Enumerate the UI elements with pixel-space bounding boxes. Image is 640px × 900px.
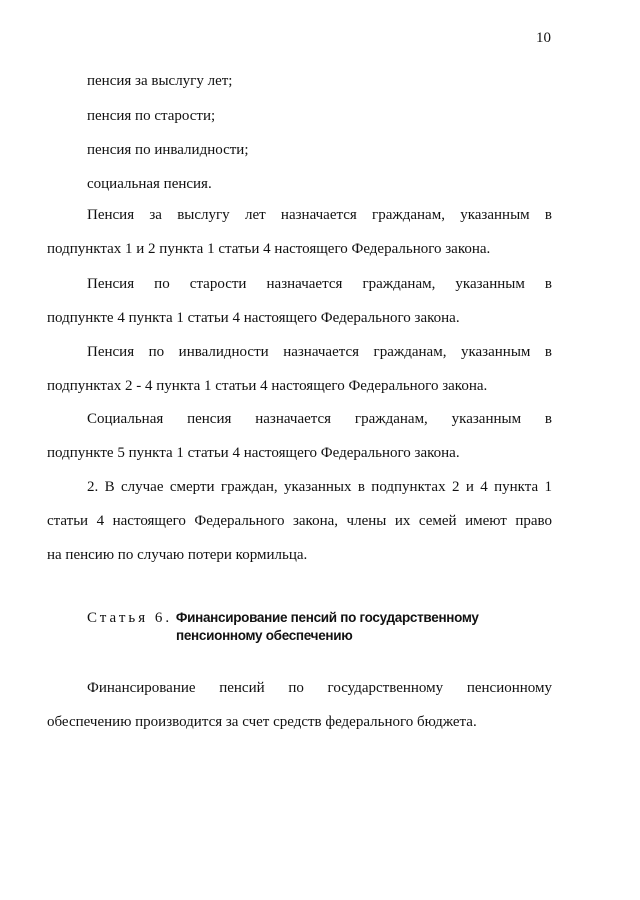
article-label: Статья 6.: [87, 610, 173, 626]
paragraph-line: Пенсия по старости назначается гражданам, указанным в: [87, 276, 552, 292]
pension-type-item: пенсия по инвалидности;: [87, 142, 249, 158]
paragraph-line: подпункте 4 пункта 1 статьи 4 настоящего Федерального закона.: [47, 310, 460, 326]
page-number: 10: [536, 30, 551, 46]
paragraph-line: Социальная пенсия назначается гражданам, указанным в: [87, 411, 552, 427]
paragraph-line: Пенсия по инвалидности назначается гражданам, указанным в: [87, 344, 552, 360]
pension-type-item: пенсия за выслугу лет;: [87, 73, 233, 89]
paragraph-line: на пенсию по случаю потери кормильца.: [47, 547, 308, 563]
article-title: Финансирование пенсий по государственному: [175, 610, 479, 625]
paragraph-line: подпунктах 2 - 4 пункта 1 статьи 4 настоящего Федерального закона.: [47, 378, 488, 394]
article-heading: [87, 609, 479, 627]
article-body-line: Финансирование пенсий по государственному пенсионному: [87, 680, 552, 696]
pension-type-item: пенсия по старости;: [87, 108, 216, 124]
article-title-continuation: пенсионному обеспечению: [176, 628, 353, 643]
paragraph-line: Пенсия за выслугу лет назначается гражданам, указанным в: [87, 207, 552, 223]
paragraph-line: подпунктах 1 и 2 пункта 1 статьи 4 настоящего Федерального закона.: [47, 241, 491, 257]
paragraph-line: 2. В случае смерти граждан, указанных в подпунктах 2 и 4 пункта 1: [87, 479, 552, 495]
article-body-line: обеспечению производится за счет средств федерального бюджета.: [47, 714, 477, 730]
pension-type-item: социальная пенсия.: [87, 176, 212, 192]
paragraph-line: статьи 4 настоящего Федерального закона, члены их семей имеют право: [47, 513, 552, 529]
paragraph-line: подпункте 5 пункта 1 статьи 4 настоящего Федерального закона.: [47, 445, 460, 461]
